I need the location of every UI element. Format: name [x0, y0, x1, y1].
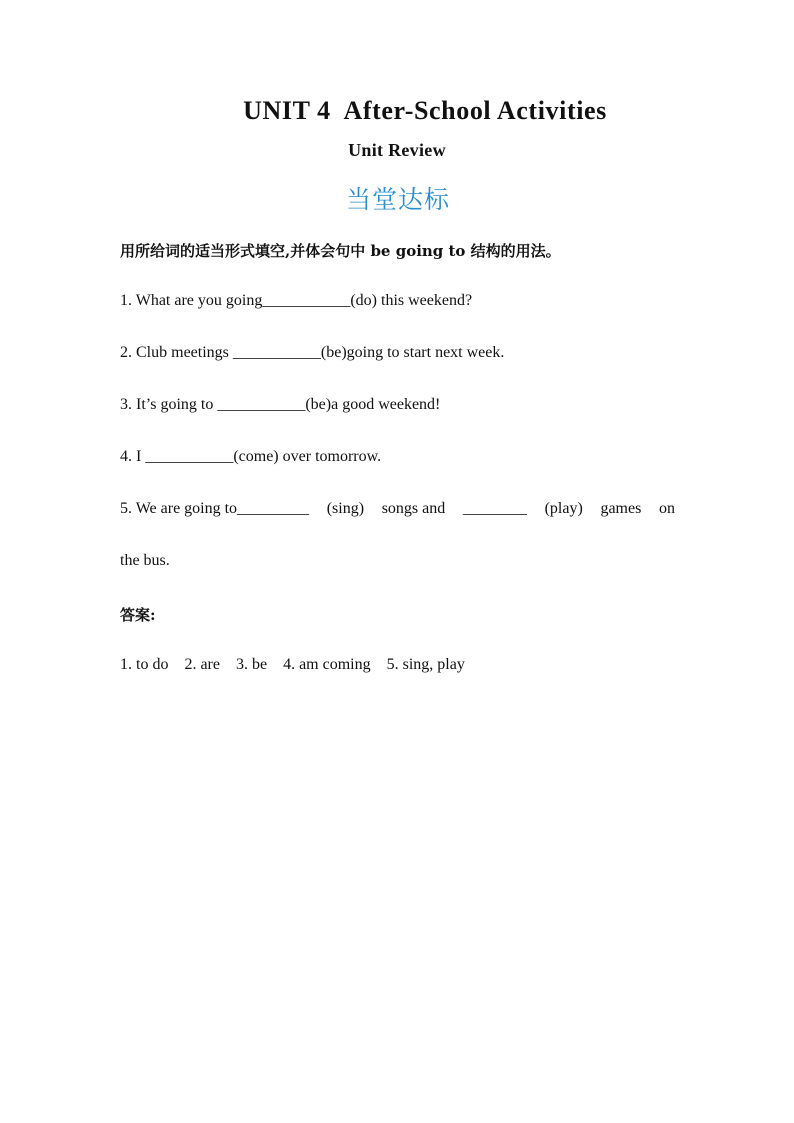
question-5-part: (sing) — [326, 500, 365, 517]
question-5-part: on — [658, 500, 675, 517]
question-5-part: ________ — [462, 500, 527, 517]
question-5-continuation: the bus. — [120, 552, 170, 569]
unit-title: UNIT 4 After-School Activities — [243, 96, 607, 125]
question-1: 1. What are you going___________(do) this weekend? — [120, 292, 473, 309]
answers-label: 答案: — [120, 606, 156, 624]
question-5-part: 5. We are going to_________ — [120, 500, 310, 517]
question-5-part: songs and — [381, 500, 446, 517]
section-heading: 当堂达标 — [345, 185, 450, 214]
question-3: 3. It’s going to ___________(be)a good weekend! — [120, 396, 441, 413]
question-4: 4. I ___________(come) over tomorrow. — [120, 448, 382, 465]
exercise-instruction: 用所给词的适当形式填空,并体会句中 be going to 结构的用法。 — [120, 242, 561, 260]
answer-key: 1. to do 2. are 3. be 4. am coming 5. sing, play — [120, 656, 465, 673]
question-5-part: games — [600, 500, 642, 517]
question-5-part: (play) — [544, 500, 583, 517]
question-2: 2. Club meetings ___________(be)going to start next week. — [120, 344, 505, 361]
question-5 — [120, 500, 675, 518]
unit-subtitle: Unit Review — [348, 140, 446, 160]
